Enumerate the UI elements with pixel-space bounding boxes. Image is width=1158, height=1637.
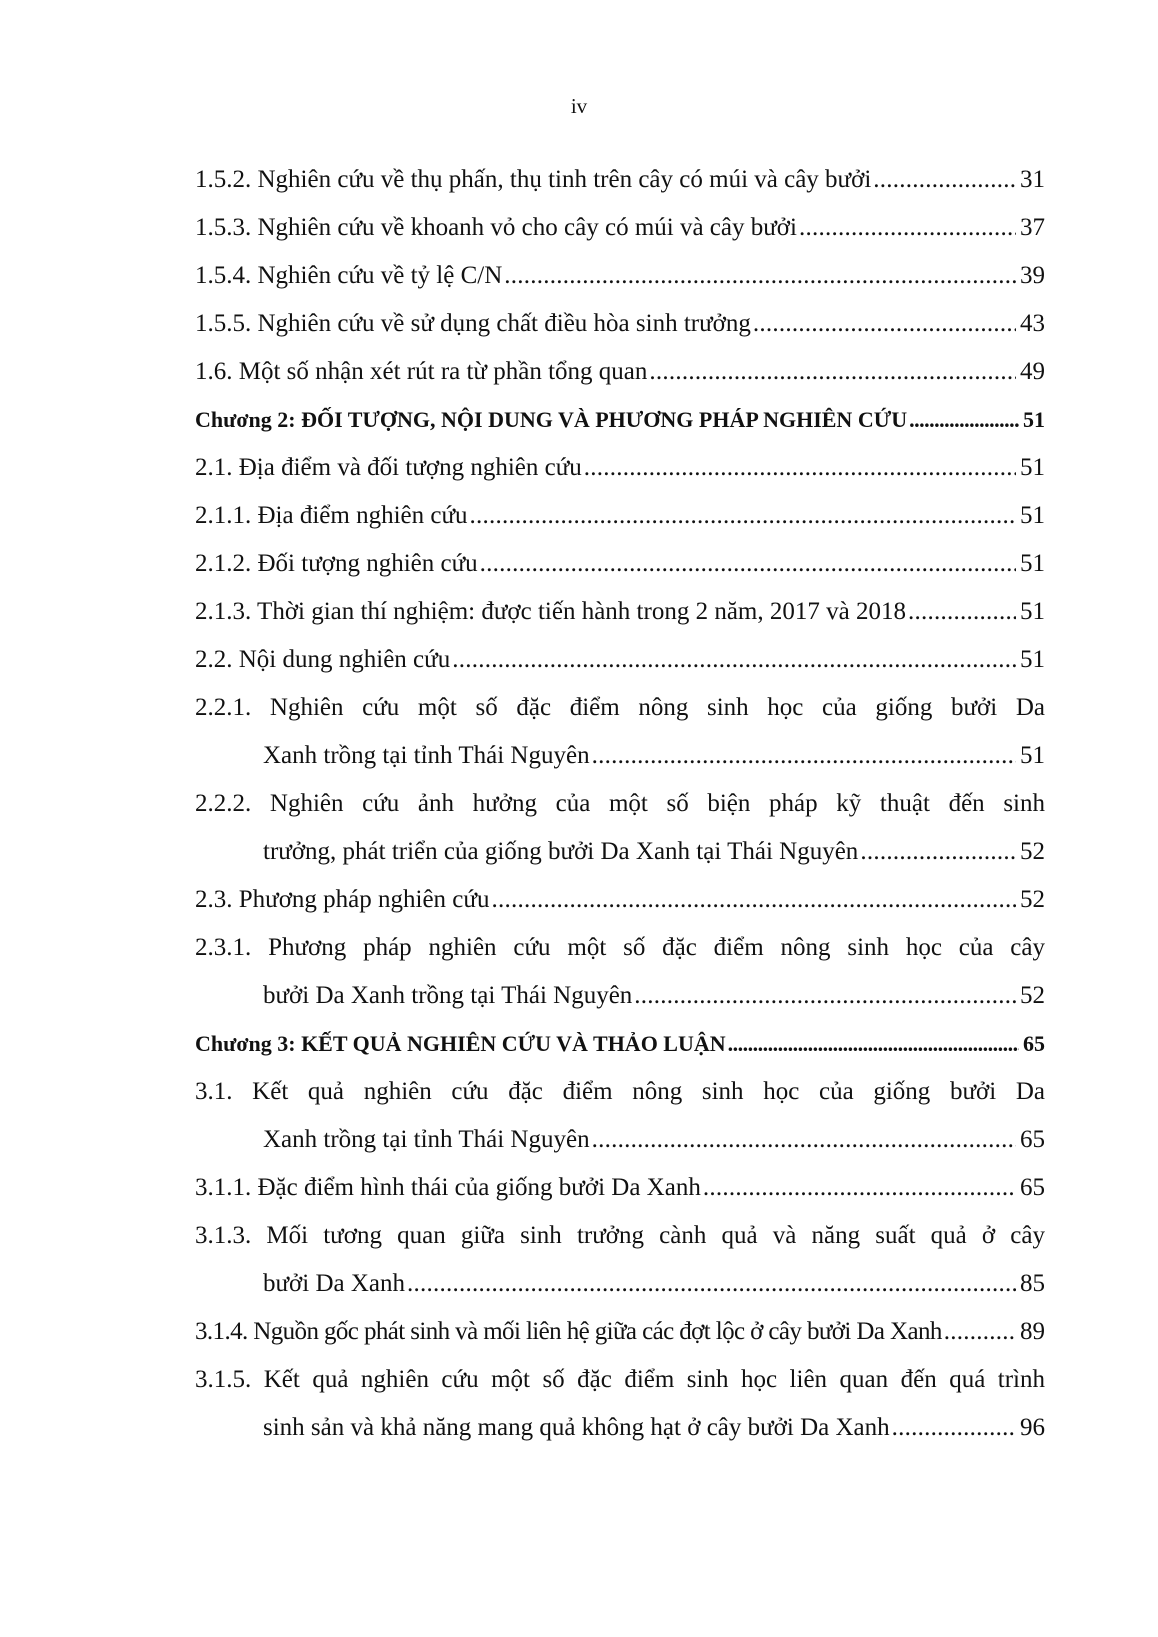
toc-entry-2-1[interactable] — [195, 444, 1045, 492]
toc-entry-title-line1: 3.1.5. Kết quả nghiên cứu một số đặc điểm sinh học liên quan đến quá trình — [195, 1366, 1045, 1393]
dot-leader — [592, 732, 1016, 780]
dot-leader — [799, 204, 1016, 252]
dot-leader — [728, 1020, 1019, 1068]
toc-entry-title-line2: sinh sản và khả năng mang quả không hạt ở cây bưởi Da Xanh — [263, 1414, 890, 1441]
dot-leader — [407, 1260, 1016, 1308]
toc-entry-page: 51 — [1020, 454, 1045, 481]
page-number: iv — [570, 94, 588, 118]
dot-leader — [592, 1116, 1016, 1164]
toc-entry-title: 1.5.4. Nghiên cứu về tỷ lệ C/N — [195, 262, 503, 289]
toc-entry-page: 65 — [1020, 1174, 1045, 1201]
toc-entry-title: 2.1. Địa điểm và đối tượng nghiên cứu — [195, 454, 582, 481]
toc-entry-3-1-1[interactable] — [195, 1164, 1045, 1212]
toc-entry-3-1[interactable] — [195, 1068, 1045, 1164]
dot-leader — [452, 636, 1016, 684]
toc-entry-title: 3.1.4. Nguồn gốc phát sinh và mối liên hệ giữa các đợt lộc ở cây bưởi Da Xanh — [195, 1318, 942, 1345]
toc-entry-title-line2: Xanh trồng tại tỉnh Thái Nguyên — [263, 1126, 590, 1153]
toc-entry-3-1-3[interactable] — [195, 1212, 1045, 1308]
toc-entry-title-line2: Xanh trồng tại tỉnh Thái Nguyên — [263, 742, 590, 769]
table-of-contents — [195, 156, 1045, 1452]
toc-entry-1-6[interactable] — [195, 348, 1045, 396]
toc-entry-title-line1: 2.2.1. Nghiên cứu một số đặc điểm nông sinh học của giống bưởi Da — [195, 694, 1045, 721]
toc-entry-page: 89 — [1020, 1318, 1045, 1345]
toc-entry-title: 1.6. Một số nhận xét rút ra từ phần tổng quan — [195, 358, 648, 385]
dot-leader — [491, 876, 1016, 924]
toc-entry-page: 65 — [1023, 1031, 1045, 1056]
toc-entry-title-line1: 3.1. Kết quả nghiên cứu đặc điểm nông sinh học của giống bưởi Da — [195, 1078, 1045, 1105]
toc-entry-title: 1.5.5. Nghiên cứu về sử dụng chất điều hòa sinh trưởng — [195, 310, 751, 337]
toc-entry-1-5-3[interactable] — [195, 204, 1045, 252]
dot-leader — [873, 156, 1016, 204]
toc-entry-page: 52 — [1020, 982, 1045, 1009]
toc-entry-1-5-5[interactable] — [195, 300, 1045, 348]
toc-entry-page: 37 — [1020, 214, 1045, 241]
toc-entry-2-2-1[interactable] — [195, 684, 1045, 780]
dot-leader — [753, 300, 1016, 348]
toc-entry-page: 65 — [1020, 1126, 1045, 1153]
dot-leader — [470, 492, 1016, 540]
toc-entry-page: 43 — [1020, 310, 1045, 337]
toc-entry-title-line1: 2.3.1. Phương pháp nghiên cứu một số đặc điểm nông sinh học của cây — [195, 934, 1045, 961]
toc-entry-page: 51 — [1020, 598, 1045, 625]
toc-entry-title: 2.1.1. Địa điểm nghiên cứu — [195, 502, 468, 529]
toc-chapter-title: Chương 2: ĐỐI TƯỢNG, NỘI DUNG VÀ PHƯƠNG PHÁP NGHIÊN CỨU — [195, 407, 908, 432]
toc-entry-page: 52 — [1020, 838, 1045, 865]
toc-entry-2-3-1[interactable] — [195, 924, 1045, 1020]
toc-entry-page: 31 — [1020, 166, 1045, 193]
toc-entry-title: 1.5.2. Nghiên cứu về thụ phấn, thụ tinh trên cây có múi và cây bưởi — [195, 166, 872, 193]
toc-entry-page: 51 — [1020, 550, 1045, 577]
dot-leader — [634, 972, 1016, 1020]
dot-leader — [909, 396, 1019, 444]
toc-entry-1-5-2[interactable] — [195, 156, 1045, 204]
toc-entry-title: 3.1.1. Đặc điểm hình thái của giống bưởi Da Xanh — [195, 1174, 701, 1201]
toc-entry-title-line1: 2.2.2. Nghiên cứu ảnh hưởng của một số biện pháp kỹ thuật đến sinh — [195, 790, 1045, 817]
toc-entry-page: 52 — [1020, 886, 1045, 913]
toc-entry-2-2-2[interactable] — [195, 780, 1045, 876]
toc-chapter-3[interactable] — [195, 1020, 1045, 1068]
toc-entry-title: 2.2. Nội dung nghiên cứu — [195, 646, 451, 673]
toc-chapter-title: Chương 3: KẾT QUẢ NGHIÊN CỨU VÀ THẢO LUẬN — [195, 1031, 726, 1056]
toc-entry-title: 1.5.3. Nghiên cứu về khoanh vỏ cho cây có múi và cây bưởi — [195, 214, 797, 241]
toc-entry-page: 51 — [1020, 742, 1045, 769]
dot-leader — [649, 348, 1016, 396]
toc-entry-title: 2.3. Phương pháp nghiên cứu — [195, 886, 490, 913]
dot-leader — [480, 540, 1016, 588]
dot-leader — [504, 252, 1016, 300]
toc-entry-page: 51 — [1020, 502, 1045, 529]
dot-leader — [908, 588, 1016, 636]
toc-entry-title: 2.1.2. Đối tượng nghiên cứu — [195, 550, 478, 577]
toc-entry-1-5-4[interactable] — [195, 252, 1045, 300]
toc-entry-title-line1: 3.1.3. Mối tương quan giữa sinh trưởng cành quả và năng suất quả ở cây — [195, 1222, 1045, 1249]
toc-entry-2-1-3[interactable] — [195, 588, 1045, 636]
toc-entry-2-2[interactable] — [195, 636, 1045, 684]
toc-entry-3-1-4[interactable] — [195, 1308, 1045, 1356]
toc-entry-2-3[interactable] — [195, 876, 1045, 924]
toc-entry-page: 39 — [1020, 262, 1045, 289]
toc-entry-2-1-1[interactable] — [195, 492, 1045, 540]
toc-chapter-2[interactable] — [195, 396, 1045, 444]
dot-leader — [892, 1404, 1016, 1452]
toc-entry-2-1-2[interactable] — [195, 540, 1045, 588]
dot-leader — [860, 828, 1016, 876]
toc-entry-title-line2: trưởng, phát triển của giống bưởi Da Xanh tại Thái Nguyên — [263, 838, 859, 865]
toc-entry-page: 51 — [1020, 646, 1045, 673]
toc-entry-title-line2: bưởi Da Xanh trồng tại Thái Nguyên — [263, 982, 633, 1009]
toc-entry-page: 51 — [1023, 407, 1045, 432]
dot-leader — [584, 444, 1016, 492]
toc-entry-page: 85 — [1020, 1270, 1045, 1297]
toc-entry-title: 2.1.3. Thời gian thí nghiệm: được tiến hành trong 2 năm, 2017 và 2018 — [195, 598, 906, 625]
toc-entry-page: 49 — [1020, 358, 1045, 385]
toc-entry-page: 96 — [1020, 1414, 1045, 1441]
toc-entry-title-line2: bưởi Da Xanh — [263, 1270, 406, 1297]
dot-leader — [944, 1308, 1016, 1356]
toc-entry-3-1-5[interactable] — [195, 1356, 1045, 1452]
dot-leader — [703, 1164, 1016, 1212]
